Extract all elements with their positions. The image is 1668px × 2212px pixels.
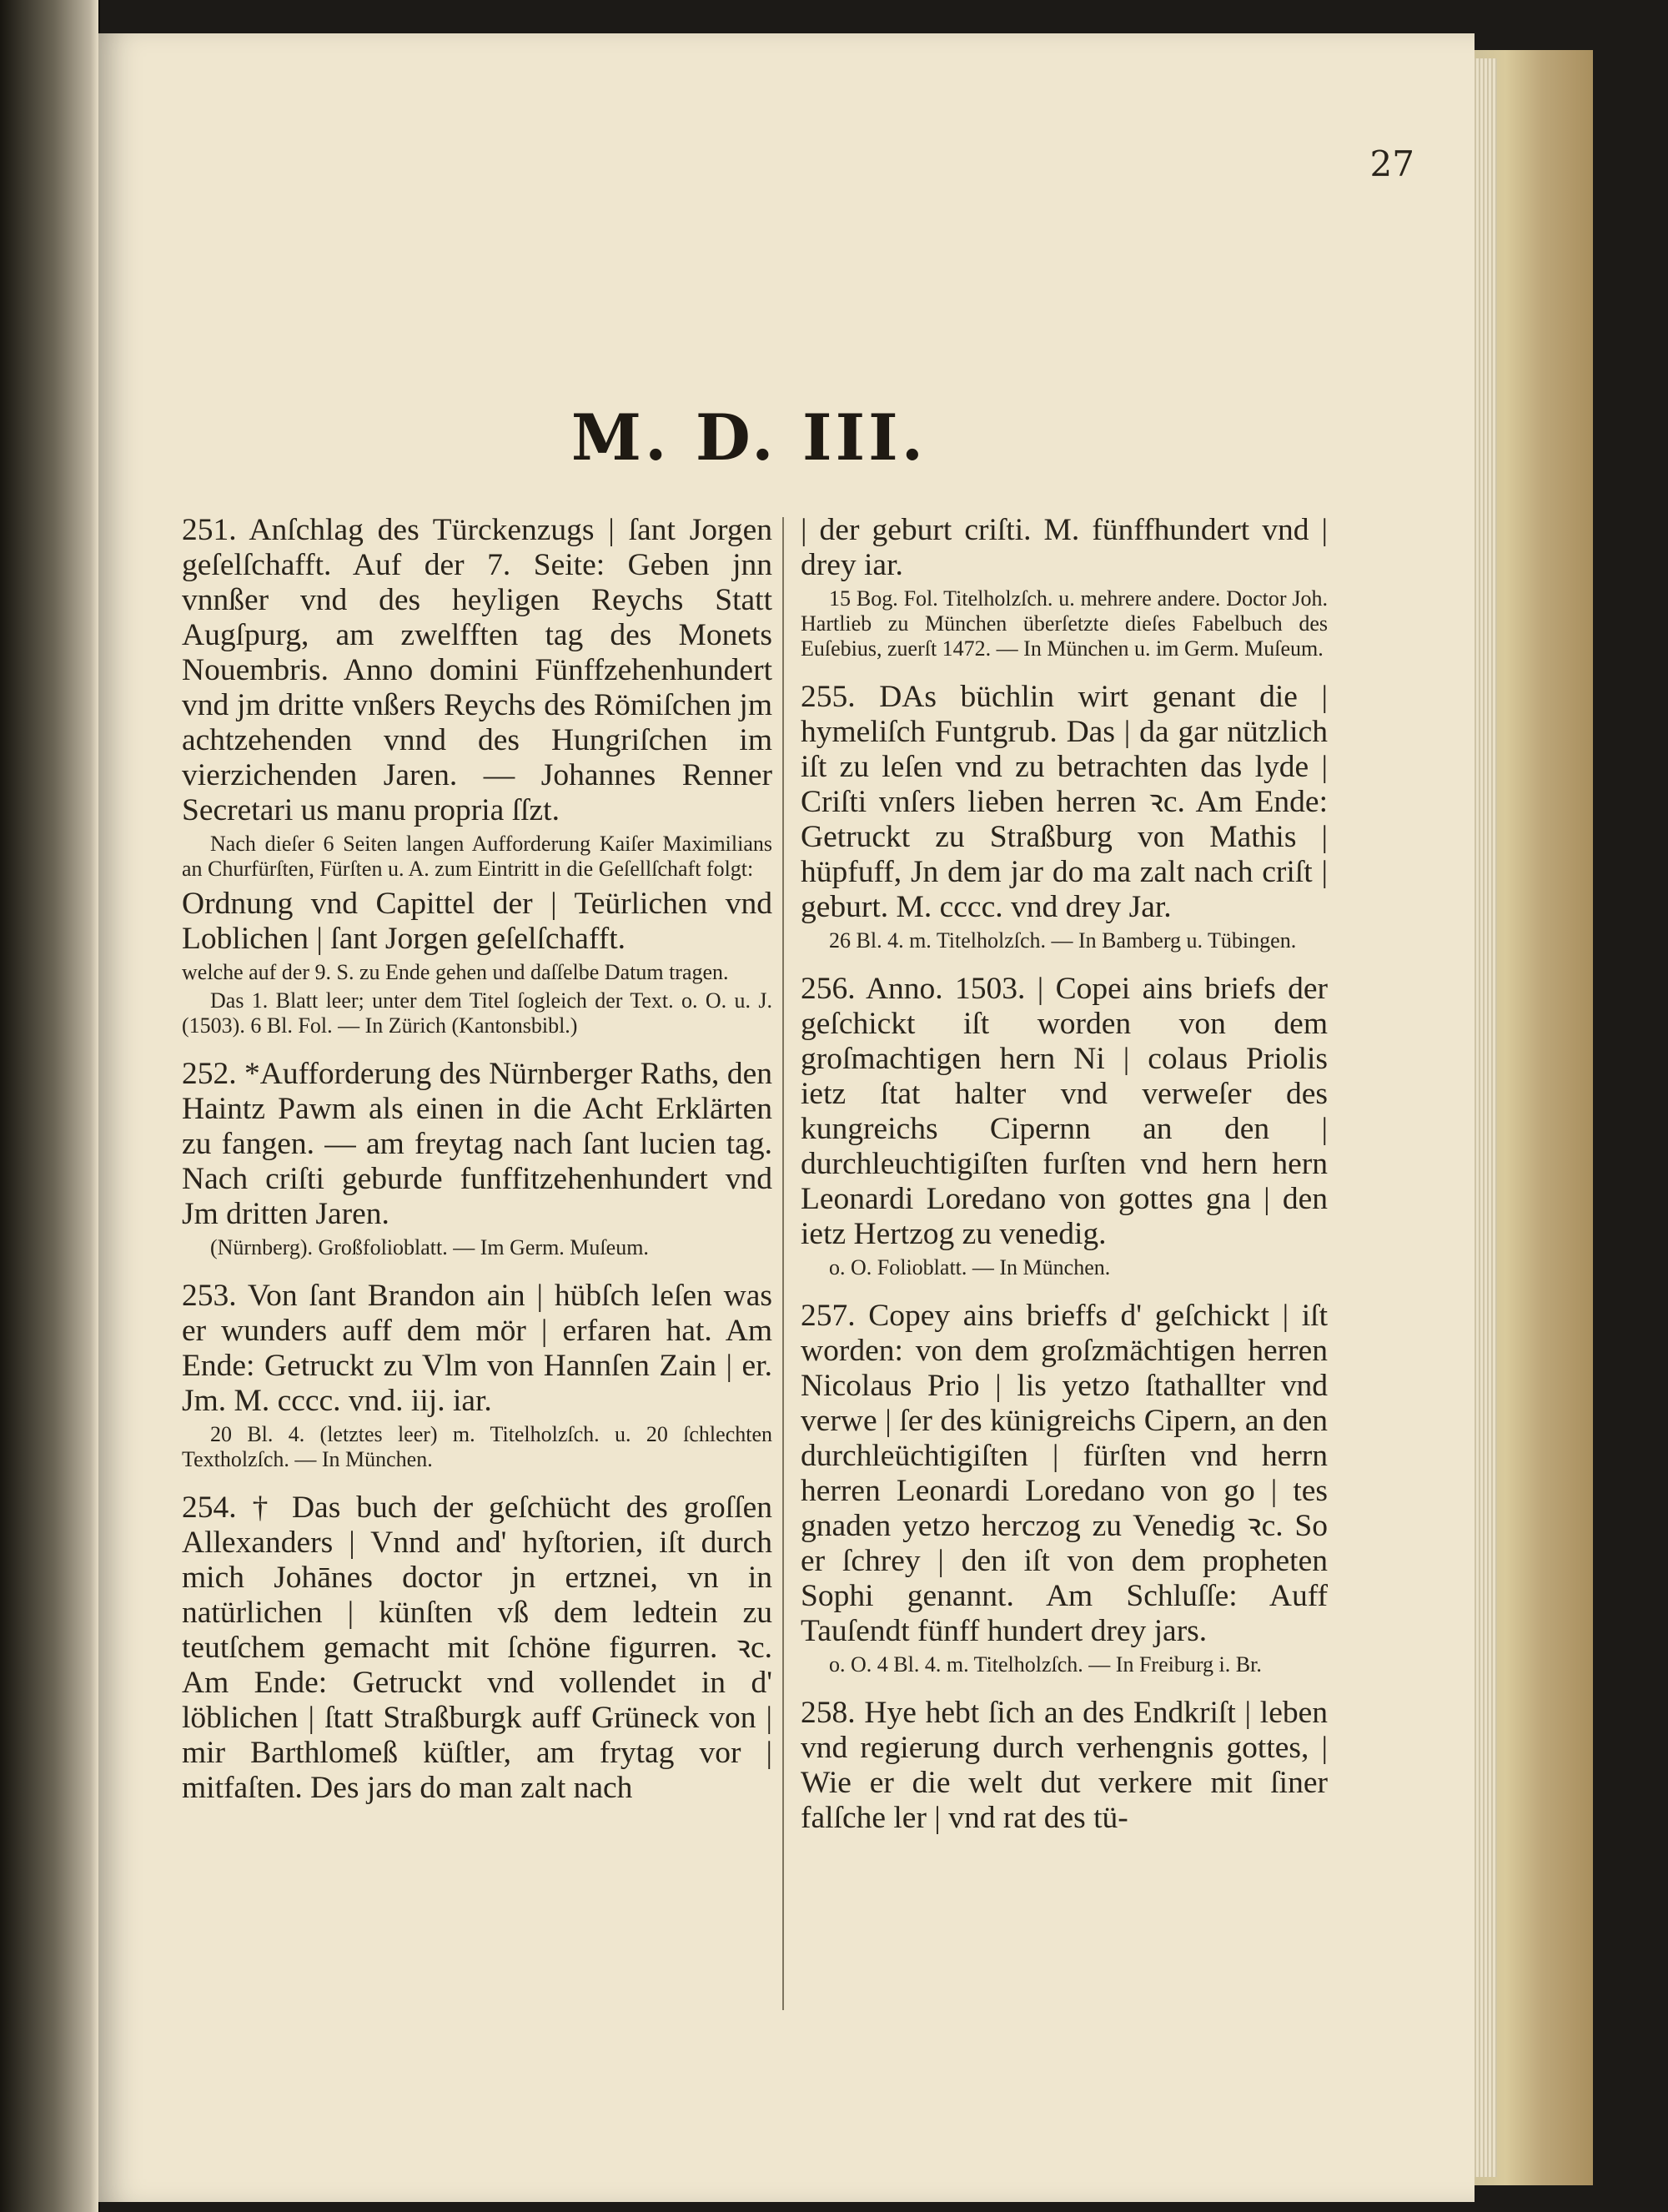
- page-number: 27: [1369, 143, 1414, 184]
- entry-text: Anſchlag des Türckenzugs | ſant Jorgen geſelſchafft. Auf der 7. Seite: Geben jnn vnnßer vnd des heyligen Reychs Statt Augſpurg, am zwelfften tag des Monets Nouembris. Anno domini Fünffzehenhundert vnd jm dritte vnßers Reychs des Römiſchen jm achtzehenden vnnd des Hungriſchen im vierzichenden Jaren. — Johannes Renner Secretari us manu propria ſſzt.: [182, 513, 772, 827]
- entry-number: 256.: [801, 972, 856, 1006]
- entry-note: welche auf der 9. S. zu Ende gehen und daſſelbe Datum tragen.: [182, 960, 729, 984]
- entry-text: Hye hebt ſich an des Endkriſt | leben vnd regierung durch verhengnis gottes, | Wie er die welt dut verkere mit ſiner falſche ler | vnd rat des tü-: [801, 1696, 1328, 1835]
- entry-number: 251.: [182, 513, 237, 547]
- entry-text: Copey ains brieffs d' geſchickt | iſt worden: von dem groſzmächtigen herren Nicolaus Prio | lis yetzo ſtathallter vnd verwe | ſer des künigreichs Cipern, an den durchleüchtigiſten | fürſten vnd herrn herren Leonardi Loredano von go | tes gnaden yetzo herczog zu Venedig ꝛc. So er ſchrey | den iſt von dem propheten Sophi genannt. Am Schluſſe: Auff Tauſendt fünff hundert drey jars.: [801, 1299, 1328, 1648]
- entry-254-continuation: [801, 513, 1328, 661]
- entry-text: | der geburt criſti. M. fünffhundert vnd | drey iar.: [801, 513, 1328, 582]
- entry-number: 257.: [801, 1299, 856, 1333]
- entry-257: [801, 1299, 1328, 1677]
- entry-number: 258.: [801, 1696, 856, 1730]
- entry-text: Von ſant Brandon ain | hübſch leſen was er wunders auff dem mör | erfaren hat. Am Ende: Getruckt zu Vlm von Hannſen Zain | er. Jm. M. cccc. vnd. iij. iar.: [182, 1279, 773, 1418]
- entry-253: [182, 1279, 772, 1472]
- facing-page-edge: [0, 0, 98, 2212]
- entry-note: 26 Bl. 4. m. Titelholzſch. — In Bamberg u. Tübingen.: [829, 928, 1297, 953]
- left-column: [182, 513, 772, 1824]
- entry-text: † Das buch der geſchücht des groſſen Allexanders | Vnnd and' hyſtorien, iſt durch mich Johānes doctor jn ertznei, vn in natürlichen | künſten vß dem ledtein zu teutſchem gemacht mit ſchöne figurren. ꝛc. Am Ende: Getruckt vnd vollendet in d' löblichen | ſtatt Straßburgk auff Grüneck von | mir Barthlomeß küſtler, am frytag vor | mitfaſten. Des jars do man zalt nach: [182, 1491, 773, 1805]
- entry-251: [182, 513, 772, 1038]
- entry-subtitle: Ordnung vnd Capittel der | Teürlichen vnd Loblichen | ſant Jorgen geſelſchafft.: [182, 887, 772, 956]
- entry-255: [801, 680, 1328, 953]
- entry-number: 253.: [182, 1279, 237, 1313]
- entry-text: *Aufforderung des Nürnberger Raths, den Haintz Pawm als einen in die Acht Erklärten zu fangen. — am freytag nach ſant lucien tag. Nach criſti geburde funffitzehenhundert vnd Jm dritten Jaren.: [182, 1057, 772, 1231]
- entry-256: [801, 972, 1328, 1280]
- entry-note: Nach dieſer 6 Seiten langen Aufforderung Kaiſer Maximilians an Churfürſten, Fürſten u. A. zum Eintritt in die Geſellſchaft folgt:: [182, 832, 772, 881]
- entry-note: o. O. 4 Bl. 4. m. Titelholzſch. — In Freiburg i. Br.: [829, 1652, 1262, 1677]
- entry-note: 20 Bl. 4. (letztes leer) m. Titelholzſch. u. 20 ſchlechten Textholzſch. — In München.: [182, 1422, 772, 1471]
- entry-text: Anno. 1503. | Copei ains briefs der geſchickt iſt worden von dem groſmachtigen hern Ni | colaus Priolis ietz ſtat halter vnd verweſer des kungreichs Cipernn an den | durchleuchtigiſten furſten vnd hern hern Leonardi Loredano von gottes gna | den ietz Hertzog zu venedig.: [801, 972, 1328, 1251]
- entry-note: Das 1. Blatt leer; unter dem Titel ſogleich der Text. o. O. u. J. (1503). 6 Bl. Fol. — In Zürich (Kantonsbibl.): [182, 988, 772, 1038]
- entry-254: [182, 1491, 772, 1806]
- column-divider: [782, 517, 784, 2010]
- entry-number: 254.: [182, 1491, 237, 1525]
- entry-252: [182, 1057, 772, 1260]
- entry-note: o. O. Folioblatt. — In München.: [829, 1255, 1111, 1279]
- entry-number: 255.: [801, 680, 856, 714]
- entry-258: [801, 1696, 1328, 1836]
- entry-number: 252.: [182, 1057, 237, 1091]
- entry-text: DAs büchlin wirt genant die | hymeliſch Funtgrub. Das | da gar nützlich iſt zu leſen vnd zu betrachten das lyde | Criſti vnſers lieben herren ꝛc. Am Ende: Getruckt zu Straßburg von Mathis | hüpfuff, Jn dem jar do ma zalt nach criſt | geburt. M. cccc. vnd drey Jar.: [801, 680, 1329, 924]
- chapter-title: M. D. III.: [570, 400, 927, 475]
- entry-note: (Nürnberg). Großfolioblatt. — Im Germ. Muſeum.: [210, 1235, 649, 1259]
- entry-note: 15 Bog. Fol. Titelholzſch. u. mehrere andere. Doctor Joh. Hartlieb zu München überſetzte dieſes Fabelbuch des Euſebius, zuerſt 1472. — In München u. im Germ. Muſeum.: [801, 586, 1328, 661]
- right-column: [801, 513, 1328, 1854]
- book-page: [98, 33, 1475, 2202]
